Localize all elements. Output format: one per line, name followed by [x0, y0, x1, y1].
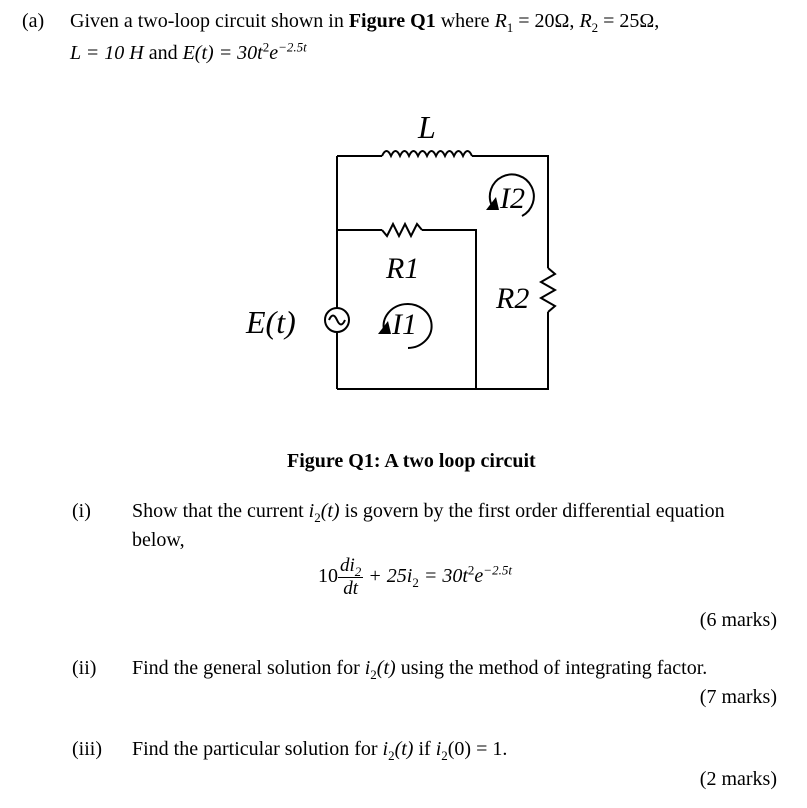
part-i-line2: below,	[132, 529, 185, 551]
i2-arrowhead	[486, 197, 499, 210]
part-ii-label: (ii)	[72, 657, 97, 679]
eq-coef: 10	[318, 565, 338, 588]
voltage-source-wave	[329, 316, 345, 325]
part-iii-text	[132, 737, 507, 761]
part-iii-cond-rest: (0) = 1.	[447, 738, 508, 760]
eq-denominator: dt	[343, 578, 359, 599]
label-l: L	[418, 109, 436, 145]
part-ii-var: i	[364, 657, 371, 679]
part-ii-marks: (7 marks)	[699, 686, 777, 708]
resistor-r1	[382, 224, 422, 236]
label-i1: I1	[392, 308, 417, 341]
differential-equation	[318, 555, 512, 600]
wire-r1-right	[422, 230, 476, 389]
part-iii-marks: (2 marks)	[699, 768, 777, 790]
part-ii-prefix: Find the general solution for	[132, 657, 360, 679]
label-r1: R1	[386, 252, 420, 285]
part-i-var: i	[308, 500, 315, 522]
part-ii-suffix: using the method of integrating factor.	[400, 657, 708, 679]
part-ii-text	[132, 656, 707, 680]
part-ii-var-sub: 2	[370, 667, 377, 682]
e-exp-pow: −2.5t	[278, 39, 307, 55]
label-e: E(t)	[246, 304, 296, 340]
e-exp: e	[269, 42, 279, 64]
eq-exp: e	[474, 565, 484, 588]
r1-value: = 20Ω,	[518, 10, 575, 32]
part-iii-if: if	[418, 738, 431, 760]
eq-mid-sub: 2	[412, 575, 419, 591]
label-i2: I2	[500, 182, 525, 215]
part-i-var-arg: (t)	[320, 500, 340, 522]
part-i-prefix: Show that the current	[132, 500, 304, 522]
eq-mid: + 25i	[368, 565, 413, 588]
eq-rhs: = 30t	[423, 565, 468, 588]
part-iii-var-sub: 2	[388, 748, 395, 763]
l-value: L = 10 H	[70, 42, 144, 64]
eq-numerator: $di_2$	[340, 555, 362, 579]
where-word: where	[440, 10, 490, 32]
part-iii-label: (iii)	[72, 738, 102, 760]
e-pow: 2	[262, 39, 270, 55]
part-iii-var-arg: (t)	[394, 738, 414, 760]
r2-symbol: R	[579, 10, 592, 32]
figure-ref: Figure Q1	[348, 10, 436, 32]
part-iii-cond-var: i	[435, 738, 442, 760]
part-i-label: (i)	[72, 500, 91, 522]
part-i-suffix: is govern by the first order differential equation	[344, 500, 725, 522]
part-i-line1	[132, 499, 725, 523]
eq-exp-pow: −2.5t	[483, 562, 512, 578]
part-i-var-sub: 2	[314, 510, 321, 525]
r2-value: = 25Ω,	[603, 10, 660, 32]
part-iii-prefix: Find the particular solution for	[132, 738, 378, 760]
r1-sub: 1	[506, 20, 514, 35]
part-iii-cond-sub: 2	[441, 748, 448, 763]
part-a-label: (a)	[22, 10, 45, 32]
r1-symbol: R	[494, 10, 507, 32]
eq-rhs-pow: 2	[467, 562, 475, 578]
part-iii-var: i	[382, 738, 389, 760]
inductor-coil	[382, 151, 472, 156]
resistor-r2	[541, 268, 555, 312]
wire-right-bottom	[337, 312, 548, 389]
part-ii-var-arg: (t)	[376, 657, 396, 679]
figure-caption: Figure Q1: A two loop circuit	[287, 450, 536, 472]
e-lhs: E(t)	[182, 42, 214, 64]
e-rhs: = 30t	[218, 42, 263, 64]
and-word: and	[148, 42, 178, 64]
part-a-intro-prefix: Given a two-loop circuit shown in	[70, 10, 344, 32]
r2-sub: 2	[591, 20, 599, 35]
label-r2: R2	[496, 282, 530, 315]
part-i-marks: (6 marks)	[699, 609, 777, 631]
eq-fraction	[338, 555, 363, 600]
